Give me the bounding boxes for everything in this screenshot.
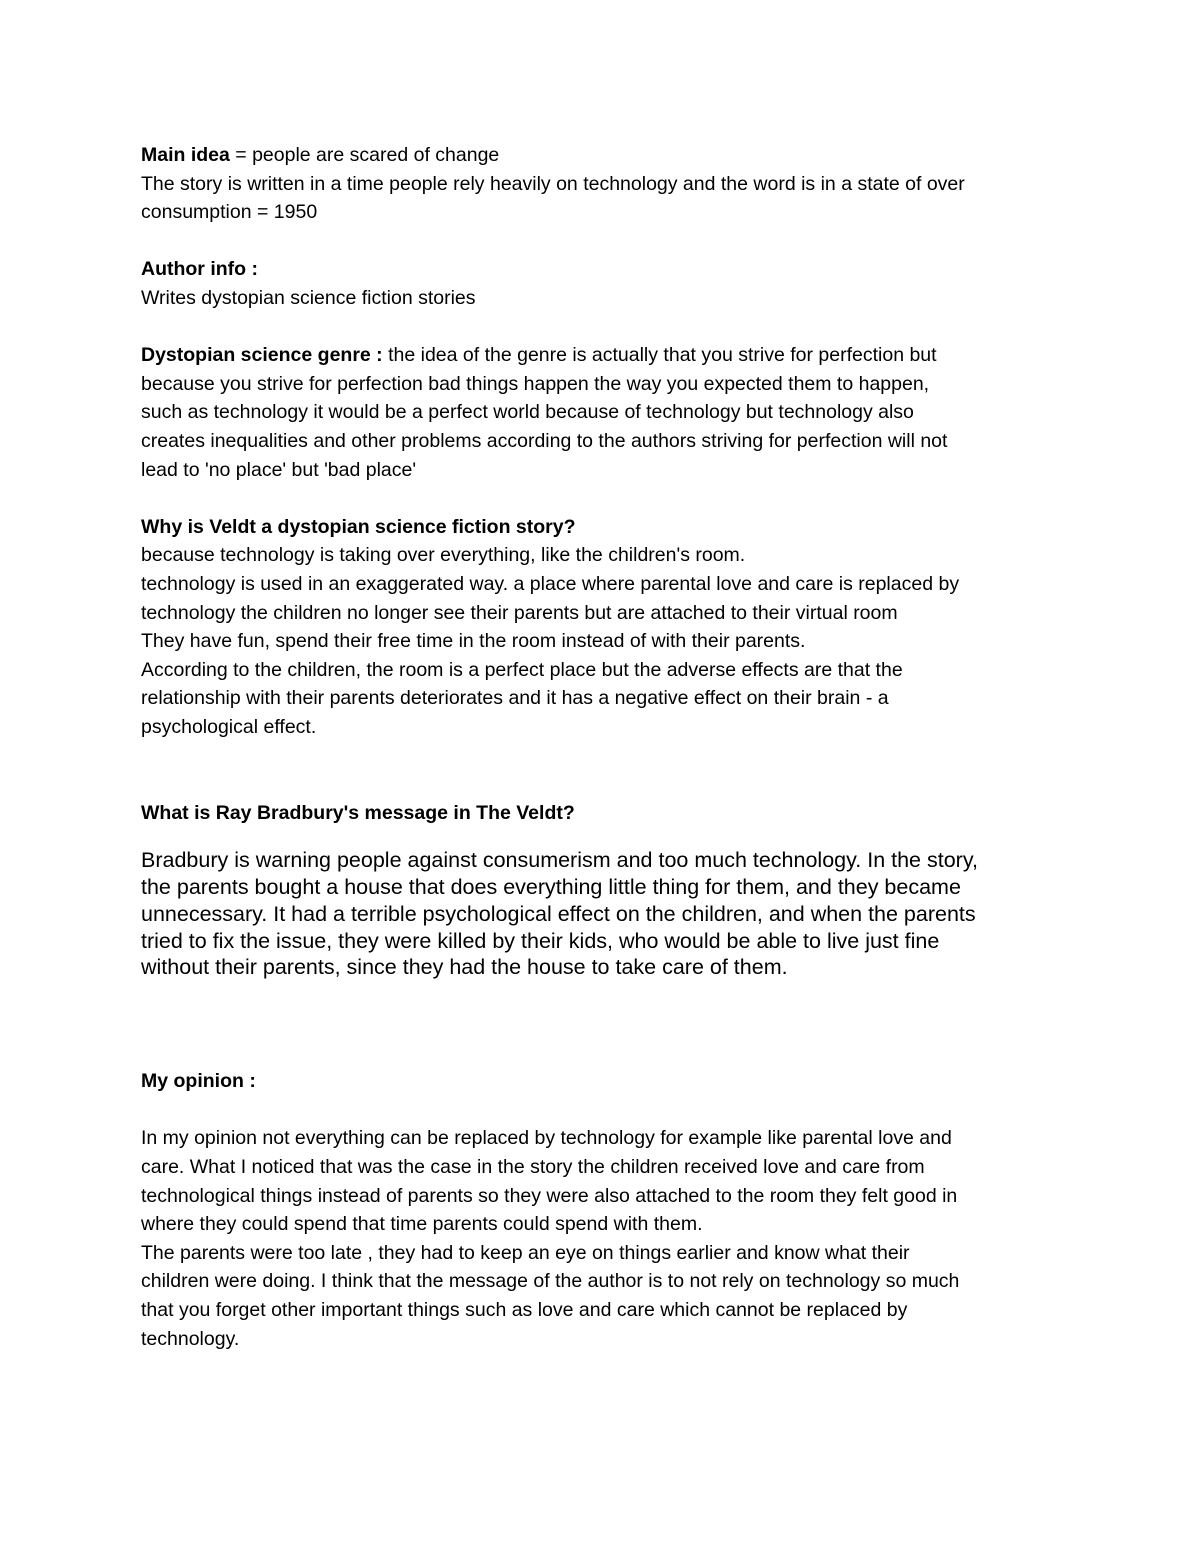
opinion-line: technological things instead of parents so they were also attached to the room they felt good in [141,1184,958,1207]
opinion-line: that you forget other important things such as love and care which cannot be replaced by [141,1298,908,1321]
author-info-text: Writes dystopian science fiction stories [141,286,476,309]
dystopian-genre-line-3: such as technology it would be a perfect world because of technology but technology also [141,401,914,424]
opinion-line: In my opinion not everything can be replaced by technology for example like parental love and [141,1127,952,1150]
message-line: tried to fix the issue, they were killed by their kids, who would be able to live just fine [141,928,940,953]
why-veldt-heading: Why is Veldt a dystopian science fiction story? [141,515,576,538]
spacer [141,827,1061,847]
opinion-line: care. What I noticed that was the case in the story the children received love and care from [141,1156,925,1179]
opinion-line: children were doing. I think that the message of the author is to not rely on technology so much [141,1270,960,1293]
context-line-1: The story is written in a time people rely heavily on technology and the word is in a state of over [141,172,965,195]
main-idea-text: = people are scared of change [229,144,500,166]
message-line: Bradbury is warning people against consumerism and too much technology. In the story, [141,848,978,873]
spacer [141,981,1061,1067]
spacer [141,227,1061,256]
context-line-2: consumption = 1950 [141,201,318,224]
document-page [141,141,1061,1353]
author-info-heading: Author info : [141,258,258,281]
main-idea-line [141,141,1061,170]
spacer [141,741,1061,770]
message-paragraph [141,847,1061,981]
message-line: the parents bought a house that does everything little thing for them, and they became [141,875,961,900]
dystopian-genre-text: the idea of the genre is actually that you strive for perfection but [382,344,937,367]
why-veldt-line: relationship with their parents deteriorates and it has a negative effect on their brain - a [141,687,889,710]
why-veldt-line: because technology is taking over everything, like the children's room. [141,544,746,567]
opinion-line: where they could spend that time parents could spend with them. [141,1213,703,1236]
why-veldt-line: They have fun, spend their free time in the room instead of with their parents. [141,630,806,653]
message-line: unnecessary. It had a terrible psychological effect on the children, and when the parents [141,901,976,926]
spacer [141,770,1061,799]
dystopian-genre-line-2: because you strive for perfection bad things happen the way you expected them to happen, [141,372,930,395]
message-line: without their parents, since they had the house to take care of them. [141,955,788,980]
dystopian-genre-line-4: creates inequalities and other problems according to the authors striving for perfection will not [141,429,948,452]
spacer [141,313,1061,342]
spacer [141,484,1061,513]
why-veldt-line: psychological effect. [141,715,317,738]
why-veldt-line: According to the children, the room is a perfect place but the adverse effects are that the [141,658,903,681]
main-idea-label: Main idea [141,144,230,166]
why-veldt-line: technology is used in an exaggerated way. a place where parental love and care is replaced by [141,572,960,595]
opinion-line: The parents were too late , they had to keep an eye on things earlier and know what their [141,1241,910,1264]
opinion-heading: My opinion : [141,1070,256,1093]
why-veldt-line: technology the children no longer see their parents but are attached to their virtual room [141,601,898,624]
message-heading: What is Ray Bradbury's message in The Veldt? [141,801,575,824]
dystopian-genre-line-5: lead to 'no place' but 'bad place' [141,458,417,481]
dystopian-genre-label: Dystopian science genre : [141,344,383,367]
opinion-line: technology. [141,1327,240,1350]
spacer [141,1096,1061,1125]
dystopian-genre-line-1 [141,341,1061,370]
